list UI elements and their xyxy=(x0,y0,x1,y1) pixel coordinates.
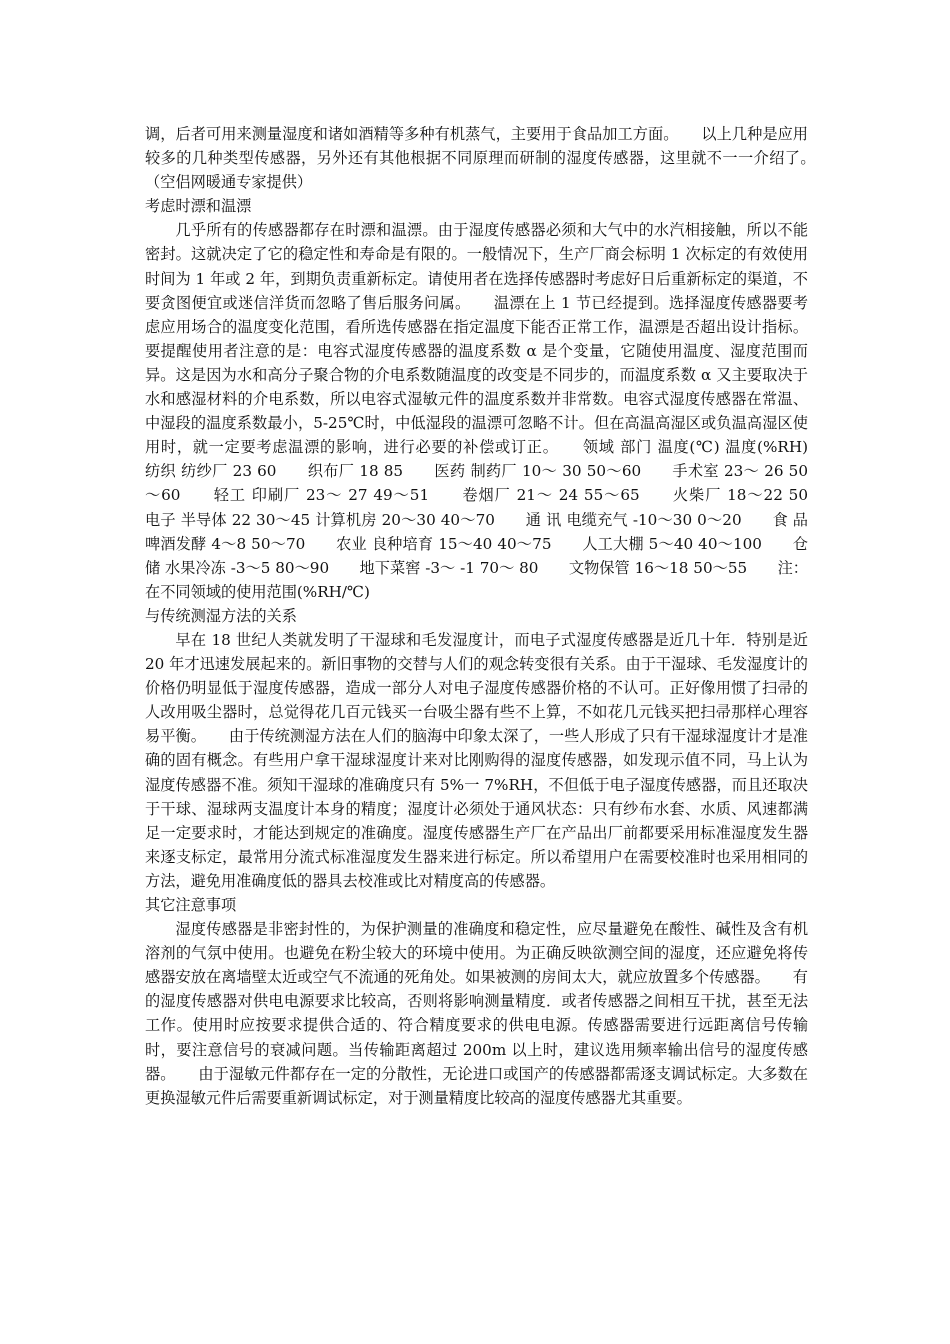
paragraph-traditional: 早在 18 世纪人类就发明了干湿球和毛发湿度计，而电子式湿度传感器是近几十年．特别是近 20 年才迅速发展起来的。新旧事物的交替与人们的观念转变很有关系。由于干湿球、毛发湿度计的价格仍明显低于湿度传感器，造成一部分人对电子湿度传感器价格的不认可。正好像用惯了扫帚的人改用吸尘器时，总觉得花几百元钱买一台吸尘器有些不上算，不如花几元钱买把扫帚那样心理容易平衡。 由于传统测湿方法在人们的脑海中印象太深了，一些人形成了只有干湿球湿度计才是准确的固有概念。有些用户拿干湿球湿度计来对比刚购得的湿度传感器，如发现示值不同，马上认为湿度传感器不准。须知干湿球的准确度只有 5%一 7%RH，不但低于电子湿度传感器，而且还取决于干球、湿球两支温度计本身的精度；湿度计必须处于通风状态：只有纱布水套、水质、风速都满足一定要求时，才能达到规定的准确度。湿度传感器生产厂在产品出厂前都要采用标准湿度发生器来逐支标定，最常用分流式标准湿度发生器来进行标定。所以希望用户在需要校准时也采用相同的方法，避免用准确度低的器具去校准或比对精度高的传感器。 xyxy=(145,630,808,890)
paragraph-drift: 几乎所有的传感器都存在时漂和温漂。由于湿度传感器必须和大气中的水汽相接触，所以不能密封。这就决定了它的稳定性和寿命是有限的。一般情况下，生产厂商会标明 1 次标定的有效使用时间为 1 年或 2 年，到期负责重新标定。请使用者在选择传感器时考虑好日后重新标定的渠道，不要贪图便宜或迷信洋货而忽略了售后服务问属。 温漂在上 1 节已经提到。选择湿度传感器要考虑应用场合的温度变化范围，看所选传感器在指定温度下能否正常工作，温漂是否超出设计指标。要提醒使用者注意的是：电容式湿度传感器的温度系数 α 是个变量，它随使用温度、湿度范围而异。这是因为水和高分子聚合物的介电系数随温度的改变是不同步的，而温度系数 α 又主要取决于水和感湿材料的介电系数，所以电容式湿敏元件的温度系数并非常数。电容式湿度传感器在常温、中湿段的温度系数最小，5-25℃时，中低湿段的温漂可忽略不计。但在高温高湿区或负温高湿区使用时，就一定要考虑温漂的影响，进行必要的补偿或订正。 领域 部门 温度(℃) 温度(%RH) 纺织 纺纱厂 23 60 织布厂 18 85 医药 制药厂 10～ 30 50～60 手术室 23～ 26 50～60 轻工 印刷厂 23～ 27 49～51 卷烟厂 21～ 24 55～65 火柴厂 18～22 50 电子 半导体 22 30～45 计算机房 20～30 40～70 通 讯 电缆充气 -10～30 0～20 食 品 啤酒发酵 4～8 50～70 农业 良种培育 15～40 40～75 人工大棚 5～40 40～100 仓储 水果冷冻 -3～5 80～90 地下菜窖 -3～ -1 70～ 80 文物保管 16～18 50～55 注：在不同领域的使用范围(%RH/℃) xyxy=(145,221,839,601)
intro-paragraph: 调，后者可用来测量湿度和诸如酒精等多种有机蒸气，主要用于食品加工方面。 以上几种是应用较多的几种类型传感器，另外还有其他根据不同原理而研制的湿度传感器，这里就不一一介绍了。 （空侣网暖通专家提供） xyxy=(145,125,839,192)
section-heading-traditional: 与传统测湿方法的关系 xyxy=(145,606,297,625)
section-heading-other-notes: 其它注意事项 xyxy=(145,896,237,914)
paragraph-other-notes: 湿度传感器是非密封性的，为保护测量的准确度和稳定性，应尽量避免在酸性、碱性及含有机溶剂的气氛中使用。也避免在粉尘较大的环境中使用。为正确反映欲测空间的湿度，还应避免将传感器安放在离墙壁太近或空气不流通的死角处。如果被测的房间太大，就应放置多个传感器。 有的湿度传感器对供电电源要求比较高，否则将影响测量精度．或者传感器之间相互干扰，甚至无法工作。使用时应按要求提供合适的、符合精度要求的供电电源。传感器需要进行远距离信号传输时，要注意信号的衰减问题。当传输距离超过 200m 以上时，建议选用频率输出信号的湿度传感器。 由于湿敏元件都存在一定的分散性，无论进口或国产的传感器都需逐支调试标定。大多数在更换湿敏元件后需要重新调试标定，对于测量精度比较高的湿度传感器尤其重要。 xyxy=(145,920,808,1107)
section-heading-drift: 考虑时漂和温漂 xyxy=(145,197,252,216)
